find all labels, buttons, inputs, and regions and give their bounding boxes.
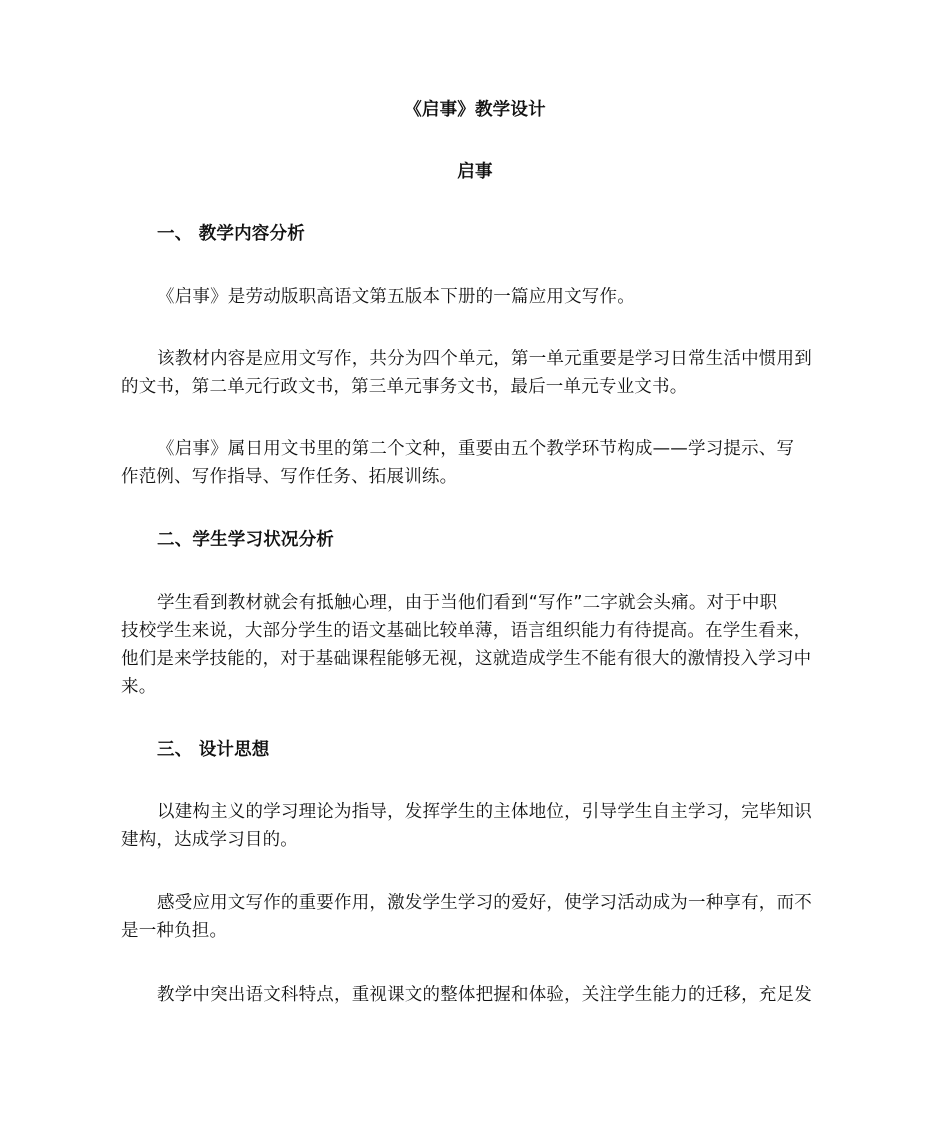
section-heading-1: 一、 教学内容分析 xyxy=(157,224,305,244)
paragraph-line: 来。 xyxy=(121,677,157,697)
paragraph-line: 技校学生来说，大部分学生的语文基础比较单薄，语言组织能力有待提高。在学生看来， xyxy=(121,621,812,641)
paragraph xyxy=(121,798,831,854)
paragraph xyxy=(121,981,831,1009)
paragraph-line: 学生看到教材就会有抵触心理，由于当他们看到“写作”二字就会头痛。对于中职 xyxy=(157,593,778,613)
paragraph xyxy=(121,889,831,945)
paragraph-line: 的文书，第二单元行政文书，第三单元事务文书，最后一单元专业文书。 xyxy=(121,377,688,397)
document-subtitle: 启事 xyxy=(457,162,493,182)
paragraph xyxy=(121,589,831,701)
paragraph-line: 建构，达成学习目的。 xyxy=(121,830,298,850)
paragraph xyxy=(121,283,867,311)
paragraph-line: 教学中突出语文科特点，重视课文的整体把握和体验，关注学生能力的迁移，充足发 xyxy=(157,985,812,1005)
paragraph-line: 该教材内容是应用文写作，共分为四个单元，第一单元重要是学习日常生活中惯用到 xyxy=(157,349,812,369)
paragraph-line: 是一种负担。 xyxy=(121,921,228,941)
section-heading-3: 三、 设计思想 xyxy=(157,740,270,760)
paragraph xyxy=(121,345,831,401)
paragraph xyxy=(121,435,831,491)
document-title: 《启事》教学设计 xyxy=(404,100,546,120)
paragraph-line: 他们是来学技能的，对于基础课程能够无视，这就造成学生不能有很大的激情投入学习中 xyxy=(121,649,812,669)
paragraph-line: 《启事》是劳动版职高语文第五版本下册的一篇应用文写作。 xyxy=(157,287,635,307)
paragraph-line: 《启事》属日用文书里的第二个文种，重要由五个教学环节构成——学习提示、写 xyxy=(157,439,795,459)
paragraph-line: 感受应用文写作的重要作用，激发学生学习的爱好，使学习活动成为一种享有，而不 xyxy=(157,893,812,913)
paragraph-line: 以建构主义的学习理论为指导，发挥学生的主体地位，引导学生自主学习，完毕知识 xyxy=(157,802,812,822)
section-heading-2: 二、学生学习状况分析 xyxy=(157,530,334,550)
paragraph-line: 作范例、写作指导、写作任务、拓展训练。 xyxy=(121,467,458,487)
